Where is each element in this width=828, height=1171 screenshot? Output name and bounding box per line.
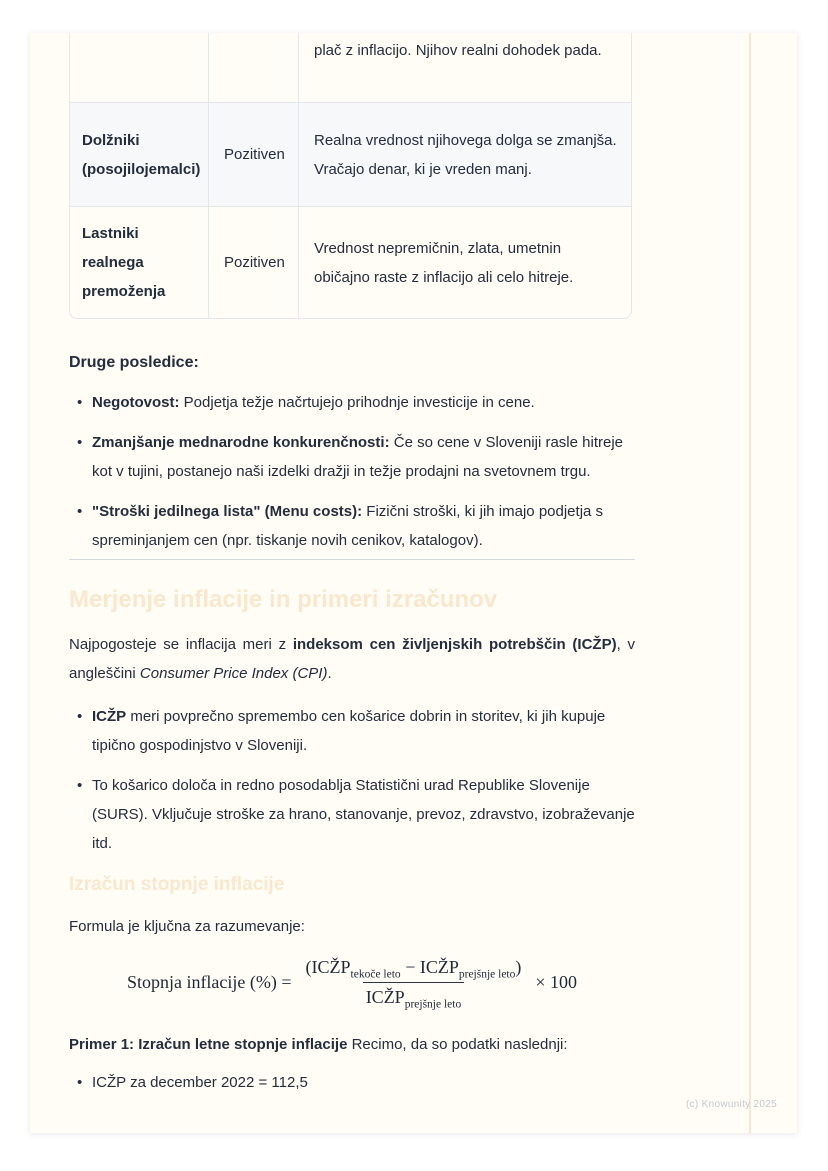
list-item <box>92 388 635 417</box>
table-cell-description: Realna vrednost njihovega dolga se zmanjša. Vračajo denar, ki je vreden manj. <box>299 103 632 207</box>
consequences-heading: Druge posledice: <box>69 354 199 371</box>
den-subscript-previous: prejšnje leto <box>404 998 462 1011</box>
formula-lhs: Stopnja inflacije (%) = <box>126 972 292 992</box>
list-item-text: To košarico določa in redno posodablja Statistični urad Republike Slovenije (SURS). Vključuje stroške za hrano, stanovanje, prevoz, zdravstvo, izobraževanje itd. <box>92 777 635 852</box>
list-item <box>92 497 635 555</box>
measurement-list <box>69 702 635 858</box>
list-item-lead: ICŽP <box>92 708 127 725</box>
list-item <box>92 428 635 486</box>
num-open: (ICŽP <box>305 957 351 977</box>
knowunity-watermark: (c) Knowunity 2025 <box>685 1099 777 1110</box>
formula-rhs: × 100 <box>535 972 578 992</box>
table-cell-description: Vrednost nepremičnin, zlata, umetnin običajno raste z inflacijo ali celo hitreje. <box>299 207 632 319</box>
list-item-text: meri povprečno spremembo cen košarice dobrin in storitev, ki jih kupuje tipično gospodinjstvo v Sloveniji. <box>92 708 606 754</box>
measurement-intro-paragraph <box>69 630 635 688</box>
list-item <box>92 771 635 858</box>
table-row <box>69 103 632 207</box>
formula-numerator <box>303 957 525 982</box>
table-cell-group: Lastniki realnega premoženja <box>69 207 209 319</box>
formula-denominator <box>363 982 465 1011</box>
num-subscript-current: tekoče leto <box>350 968 401 981</box>
list-item-lead: Negotovost: <box>92 394 180 411</box>
inflation-effects-table <box>69 33 632 319</box>
num-minus: − ICŽP <box>400 957 459 977</box>
list-item-text: Če so cene v Sloveniji rasle hitreje kot v tujini, postanejo naši izdelki dražji in težje prodajni na svetovnem trgu. <box>92 434 624 480</box>
example-text: Recimo, da so podatki naslednji: <box>347 1036 568 1053</box>
example-paragraph <box>69 1030 635 1059</box>
intro-mid: , v angleščini <box>69 636 635 682</box>
formula-fraction <box>303 957 525 1011</box>
table-cell-group <box>69 33 209 103</box>
table-cell-effect: Pozitiven <box>209 207 299 319</box>
table-cell-group: Dolžniki (posojilojemalci) <box>69 103 209 207</box>
list-item <box>92 1068 635 1097</box>
page-right-margin-line <box>749 33 751 1133</box>
table-row <box>69 207 632 319</box>
list-item-text: Podjetja težje načrtujejo prihodnje investicije in cene. <box>179 394 535 411</box>
num-subscript-previous: prejšnje leto <box>458 968 516 981</box>
list-item-text: ICŽP za december 2022 = 112,5 <box>92 1074 308 1091</box>
section-heading-calculation: Izračun stopnje inflacije <box>69 874 285 895</box>
intro-italic: Consumer Price Index (CPI) <box>139 665 328 682</box>
intro-pre: Najpogosteje se inflacija meri z <box>69 636 293 653</box>
table-cell-effect <box>209 33 299 103</box>
section-divider <box>69 559 635 560</box>
intro-end: . <box>327 665 332 682</box>
inflation-formula <box>69 957 635 1011</box>
table-row <box>69 33 632 103</box>
list-item-lead: "Stroški jedilnega lista" (Menu costs): <box>92 503 363 520</box>
consequences-list <box>69 388 635 555</box>
intro-bold: indeksom cen življenjskih potrebščin (ICŽP) <box>292 636 617 653</box>
example-list <box>69 1068 635 1097</box>
page-content <box>69 33 635 1097</box>
list-item-lead: Zmanjšanje mednarodne konkurenčnosti: <box>92 434 390 451</box>
list-item-text: Fizični stroški, ki jih imajo podjetja s spreminjanjem cen (npr. tiskanje novih cenikov, katalogov). <box>92 503 604 549</box>
num-close: ) <box>515 957 522 977</box>
table-cell-effect: Pozitiven <box>209 103 299 207</box>
formula-intro: Formula je ključna za razumevanje: <box>69 918 305 935</box>
den-base: ICŽP <box>365 987 405 1007</box>
example-lead: Primer 1: Izračun letne stopnje inflacije <box>69 1036 348 1053</box>
section-heading-measurement: Merjenje inflacije in primeri izračunov <box>69 586 498 613</box>
document-page <box>30 33 797 1133</box>
table-cell-description: plač z inflacijo. Njihov realni dohodek pada. <box>299 33 632 103</box>
list-item <box>92 702 635 760</box>
